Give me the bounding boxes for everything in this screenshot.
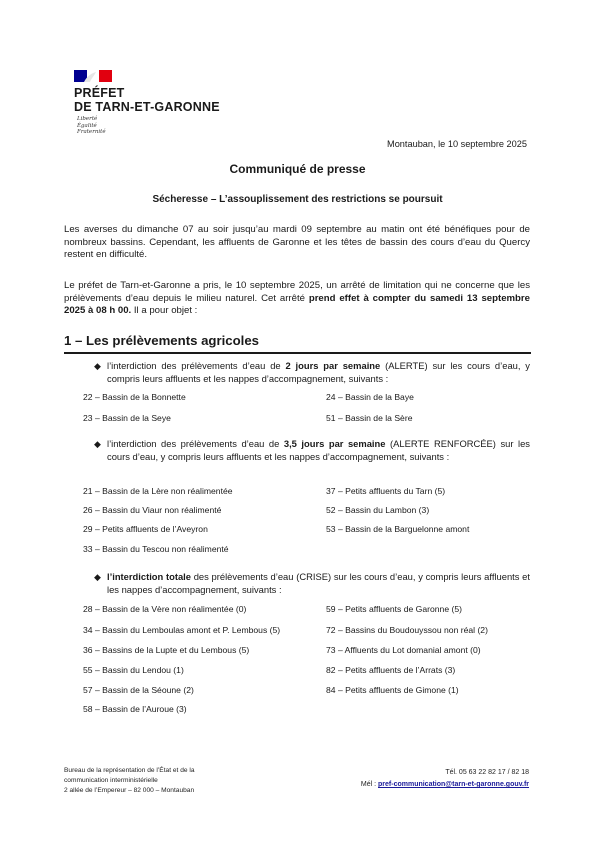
measure-crisis <box>94 571 530 596</box>
decree-text-2: Il a pour objet : <box>131 305 198 317</box>
motto-liberte: Liberté <box>77 116 98 122</box>
footer-mail-label: Mél : <box>360 781 379 788</box>
basin-item: 29 – Petits affluents de l’Aveyron <box>83 524 208 534</box>
basin-item: 55 – Bassin du Lendou (1) <box>83 665 184 675</box>
measure-duration: 2 jours par semaine <box>285 360 381 371</box>
footer-phone: Tél. 05 63 22 82 17 / 82 18 <box>445 769 529 776</box>
basin-item: 21 – Bassin de la Lère non réalimentée <box>83 486 233 496</box>
basin-item: 53 – Bassin de la Barguelonne amont <box>326 524 470 534</box>
basin-item: 73 – Affluents du Lot domanial amont (0) <box>326 645 481 655</box>
basin-item: 72 – Bassins du Boudouyssou non réal (2) <box>326 625 488 635</box>
basin-item: 59 – Petits affluents de Garonne (5) <box>326 604 462 614</box>
basin-item: 84 – Petits affluents de Gimone (1) <box>326 685 459 695</box>
document-title: Communiqué de presse <box>229 162 366 176</box>
basin-item: 34 – Bassin du Lemboulas amont et P. Lembous (5) <box>83 625 281 635</box>
basin-item: 37 – Petits affluents du Tarn (5) <box>326 486 446 496</box>
footer-mail-line <box>361 779 529 791</box>
measure-text-pre: l’interdiction des prélèvements d’eau de <box>107 360 286 371</box>
footer-address-line: 2 allée de l’Empereur – 82 000 – Montauban <box>64 787 195 794</box>
date-line: Montauban, le 10 septembre 2025 <box>387 139 527 149</box>
basin-item: 23 – Bassin de la Seye <box>83 413 171 423</box>
intro-paragraph: Les averses du dimanche 07 au soir jusqu’au mardi 09 septembre au matin ont été bénéfiques pour de nombreux bassins. Cependant, les affluents de Garonne et les têtes de bassin des cours d’eau du Quercy restent en difficulté. <box>64 224 530 261</box>
footer-address-line: Bureau de la représentation de l’État et de la <box>64 767 195 774</box>
basin-item: 26 – Bassin du Viaur non réalimenté <box>83 505 222 515</box>
basin-item: 51 – Bassin de la Sère <box>326 413 413 423</box>
basin-item: 24 – Bassin de la Baye <box>326 392 414 402</box>
authority-line-1: PRÉFET <box>74 86 125 100</box>
basin-item: 28 – Bassin de la Vère non réalimentée (0) <box>83 604 247 614</box>
authority-line-2: DE TARN-ET-GARONNE <box>74 100 220 114</box>
section-heading: 1 – Les prélèvements agricoles <box>64 333 259 348</box>
motto-fraternite: Fraternité <box>77 129 106 135</box>
decree-paragraph <box>64 280 530 318</box>
republic-motto <box>77 116 106 136</box>
measure-total-ban: l’interdiction totale <box>107 571 191 582</box>
bullet-icon: ◆ <box>94 572 101 582</box>
basin-item: 57 – Bassin de la Séoune (2) <box>83 685 194 695</box>
marianne-flag-logo <box>74 70 112 82</box>
document-subtitle: Sécheresse – L’assouplissement des restrictions se poursuit <box>152 194 443 205</box>
decree-text-1: Le préfet de Tarn-et-Garonne a pris, le 10 septembre 2025, un arrêté de limitation qui ne concerne que les prélèvements d’eau depuis le milieu naturel. Cet arrêté <box>64 280 530 304</box>
section-divider <box>64 352 531 354</box>
basin-item: 33 – Bassin du Tescou non réalimenté <box>83 544 229 554</box>
bullet-icon: ◆ <box>94 439 101 449</box>
footer-address-line: communication interministérielle <box>64 777 158 784</box>
measure-reinforced-alert <box>94 438 530 463</box>
basin-item: 36 – Bassins de la Lupte et du Lembous (5) <box>83 645 250 655</box>
basin-item: 52 – Bassin du Lambon (3) <box>326 505 430 515</box>
bullet-icon: ◆ <box>94 361 101 371</box>
measure-alert <box>94 360 530 385</box>
measure-text-post: (ALERTE RENFORCÉE) sur les cours d’eau, y compris leurs affluents et les nappes d’accompagnement, suivants : <box>107 438 530 462</box>
measure-text-pre: l’interdiction des prélèvements d’eau de <box>107 438 284 449</box>
basin-item: 22 – Bassin de la Bonnette <box>83 392 186 402</box>
footer-address <box>64 766 195 796</box>
footer-mail-link[interactable]: pref-communication@tarn-et-garonne.gouv.fr <box>378 781 529 788</box>
measure-text-post: des prélèvements d’eau (CRISE) sur les cours d’eau, y compris leurs affluents et les nappes d’accompagnement, suivants : <box>107 571 530 595</box>
motto-egalite: Égalité <box>77 122 97 129</box>
measure-duration: 3,5 jours par semaine <box>283 438 386 449</box>
basin-item: 82 – Petits affluents de l’Arrats (3) <box>326 665 456 675</box>
authority-block <box>74 86 220 114</box>
basin-item: 58 – Bassin de l’Auroue (3) <box>83 704 187 714</box>
footer-contact <box>361 767 529 791</box>
measure-text-post: (ALERTE) sur les cours d’eau, y compris leurs affluents et les nappes d’accompagnement, suivants : <box>107 360 530 384</box>
decree-effective-date: prend effet à compter du samedi 13 septembre 2025 à 08 h 00. <box>64 292 530 317</box>
